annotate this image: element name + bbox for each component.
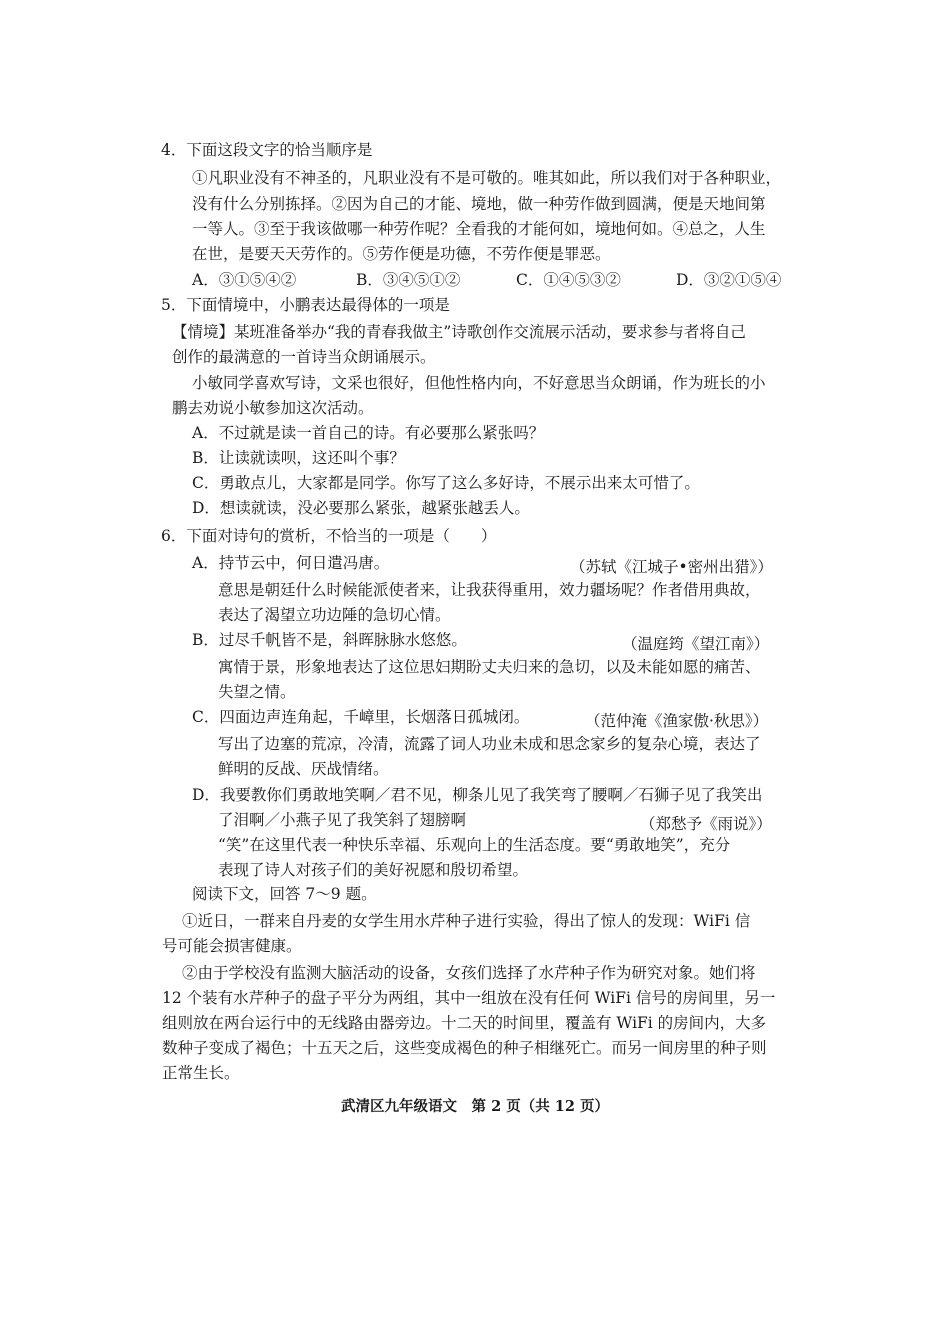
q4-option-d: D．③②①⑤④ — [676, 271, 782, 289]
q4-line-3: 一等人。③至于我该做哪一种劳作呢？全看我的才能何如，境地何如。④总之，人生 — [192, 220, 766, 238]
q6-c-note-1: 写出了边塞的荒凉，冷清，流露了词人功业未成和思念家乡的复杂心境，表达了 — [218, 735, 761, 753]
q6-c-verse: C．四面边声连角起，千嶂里，长烟落日孤城闭。 — [192, 708, 530, 726]
q6-a-source: （苏轼《江城子•密州出猎》） — [570, 558, 773, 576]
q5-context-4: 鹏去劝说小敏参加这次活动。 — [172, 399, 374, 417]
reading-p2-line-4: 数种子变成了褐色；十五天之后，这些变成褐色的种子相继死亡。而另一间房里的种子则 — [162, 1039, 767, 1057]
q4-option-c: C．①④⑤③② — [516, 271, 621, 289]
reading-p1-line-1: ①近日，一群来自丹麦的女学生用水芹种子进行实验，得出了惊人的发现：WiFi 信 — [182, 912, 751, 930]
q5-option-d: D．想读就读，没必要那么紧张，越紧张越丢人。 — [192, 499, 530, 517]
q6-b-note-1: 寓情于景，形象地表达了这位思妇期盼丈夫归来的急切，以及未能如愿的痛苦、 — [218, 658, 761, 676]
reading-intro: 阅读下文，回答 7～9 题。 — [192, 885, 377, 903]
q5-option-c: C．勇敢点儿，大家都是同学。你写了这么多好诗，不展示出来太可惜了。 — [192, 474, 700, 492]
reading-p2-line-1: ②由于学校没有监测大脑活动的设备，女孩们选择了水芹种子作为研究对象。她们将 — [182, 964, 756, 982]
q4-line-2: 没有什么分别拣择。②因为自己的才能、境地，做一种劳作做到圆满，便是天地间第 — [192, 195, 766, 213]
q6-d-note-1: “笑”在这里代表一种快乐幸福、乐观向上的生活态度。要“勇敢地笑”，充分 — [218, 836, 731, 854]
q4-stem: 4．下面这段文字的恰当顺序是 — [161, 141, 373, 159]
reading-p2-line-2: 12 个装有水芹种子的盘子平分为两组，其中一组放在没有任何 WiFi 信号的房间里，另一 — [162, 989, 776, 1007]
q4-option-b: B．③④⑤①② — [356, 271, 461, 289]
q6-a-note-2: 表达了渴望立功边陲的急切心情。 — [218, 606, 451, 624]
reading-p2-line-5: 正常生长。 — [162, 1064, 240, 1082]
q5-context-1: 【情境】某班准备举办“我的青春我做主”诗歌创作交流展示活动，要求参与者将自己 — [172, 323, 746, 341]
q5-option-b: B．让读就读呗，这还叫个事？ — [192, 449, 405, 467]
q5-option-a: A．不过就是读一首自己的诗。有必要那么紧张吗？ — [192, 424, 545, 442]
q6-d-verse-2: 了泪啊／小燕子见了我笑斜了翅膀啊 — [218, 811, 467, 829]
q6-c-source: （范仲淹《渔家傲·秋思》） — [585, 712, 769, 730]
q6-b-note-2: 失望之情。 — [218, 683, 296, 701]
q4-option-a: A．③①⑤④② — [192, 271, 297, 289]
q6-b-verse: B．过尽千帆皆不是，斜晖脉脉水悠悠。 — [192, 631, 467, 649]
reading-p1-line-2: 号可能会损害健康。 — [162, 937, 302, 955]
q6-d-note-2: 表现了诗人对孩子们的美好祝愿和殷切希望。 — [218, 861, 529, 879]
q4-line-4: 在世，是要天天劳作的。⑤劳作便是功德，不劳作便是罪恶。 — [192, 245, 611, 263]
q6-a-note-1: 意思是朝廷什么时候能派使者来，让我获得重用，效力疆场呢？作者借用典故， — [218, 581, 761, 599]
q6-d-verse-1: D．我要教你们勇敢地笑啊／君不见，柳条儿见了我笑弯了腰啊／石狮子见了我笑出 — [192, 786, 763, 804]
q5-context-2: 创作的最满意的一首诗当众朗诵展示。 — [172, 348, 436, 366]
q6-stem: 6．下面对诗句的赏析，不恰当的一项是（ ） — [161, 527, 497, 545]
q4-line-1: ①凡职业没有不神圣的，凡职业没有不是可敬的。唯其如此，所以我们对于各种职业， — [192, 169, 782, 187]
q6-c-note-2: 鲜明的反战、厌战情绪。 — [218, 760, 389, 778]
q6-d-source: （郑愁予《雨说》） — [640, 815, 772, 833]
q5-context-3: 小敏同学喜欢写诗，文采也很好，但他性格内向，不好意思当众朗诵，作为班长的小 — [192, 374, 766, 392]
page-footer: 武清区九年级语文 第 2 页（共 12 页） — [341, 1098, 609, 1115]
q6-b-source: （温庭筠《望江南》） — [622, 635, 770, 653]
q6-a-verse: A．持节云中，何日遣冯唐。 — [192, 554, 390, 572]
q5-stem: 5．下面情境中，小鹏表达最得体的一项是 — [161, 296, 450, 314]
reading-p2-line-3: 组则放在两台运行中的无线路由器旁边。十二天的时间里，覆盖有 WiFi 的房间内，大多 — [162, 1014, 767, 1032]
